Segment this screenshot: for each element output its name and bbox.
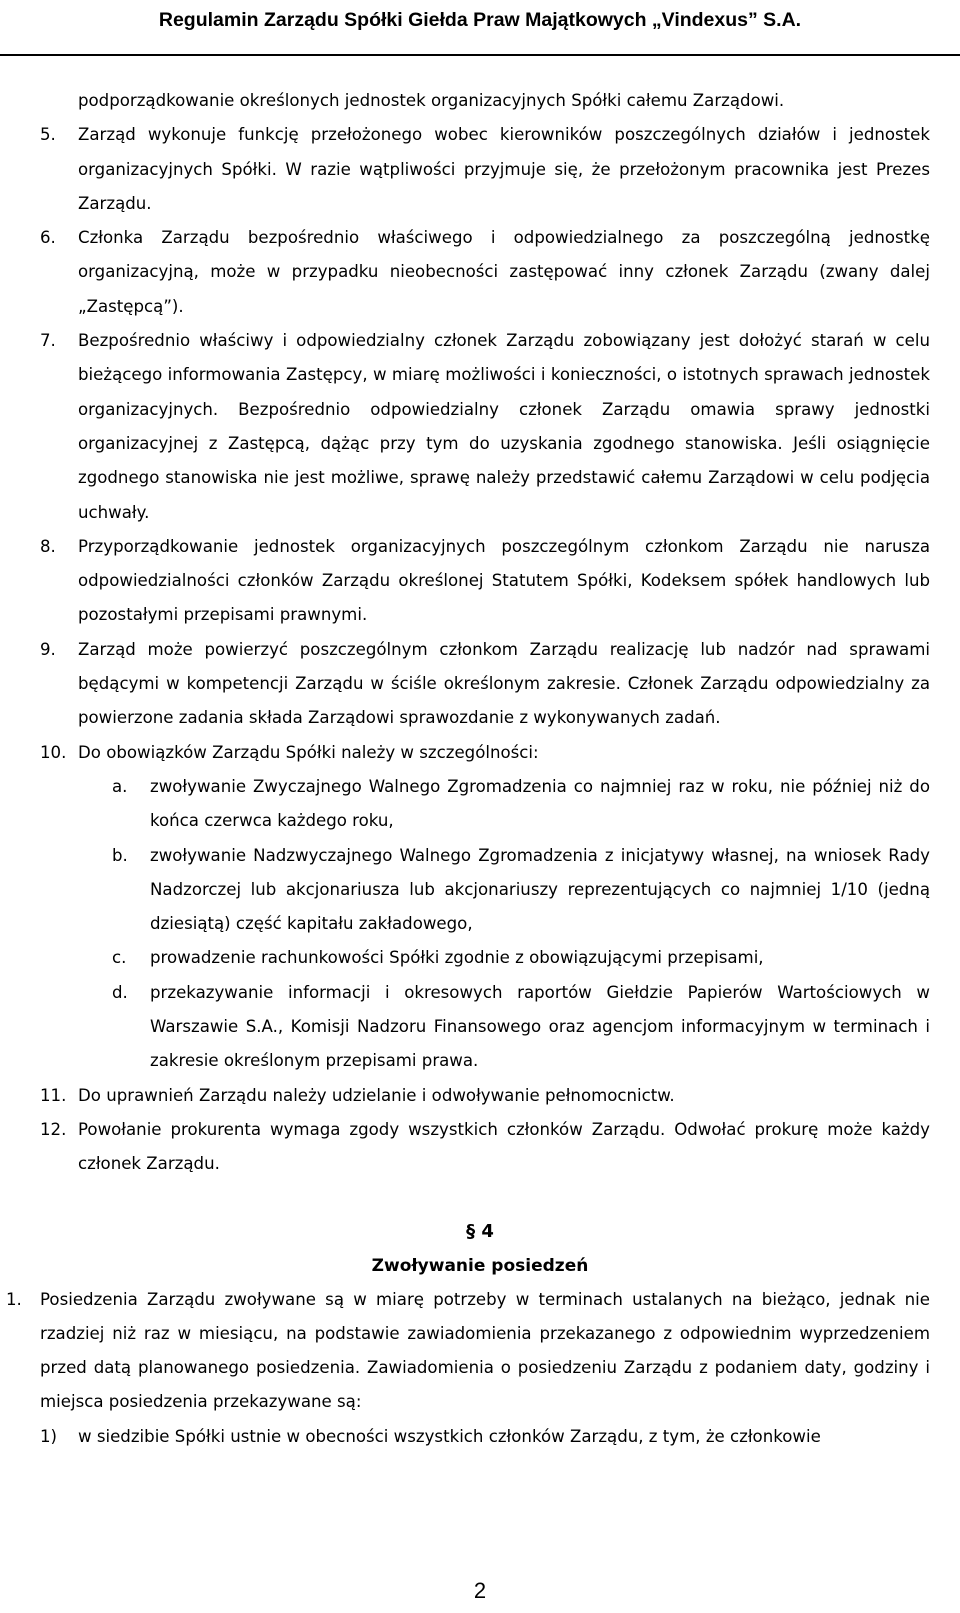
continuation-paragraph: podporządkowanie określonych jednostek organizacyjnych Spółki całemu Zarządowi.	[78, 91, 785, 110]
list-item-11	[40, 1079, 930, 1113]
document-title: Regulamin Zarządu Spółki Giełda Praw Majątkowych „Vindexus” S.A.	[158, 9, 802, 31]
sub-item-a	[112, 770, 930, 839]
item-text: Do uprawnień Zarządu należy udzielanie i odwoływanie pełnomocnictw.	[78, 1085, 675, 1105]
item-number: 10.	[40, 742, 67, 762]
section-title: Zwoływanie posiedzeń	[371, 1255, 589, 1276]
section-item-1	[6, 1283, 930, 1420]
sub-item-letter: c.	[112, 948, 127, 968]
sub-item-text: w siedzibie Spółki ustnie w obecności wszystkich członków Zarządu, z tym, że członkowie	[78, 1426, 821, 1446]
sub-item-letter: b.	[112, 845, 128, 865]
item-text: Członka Zarządu bezpośrednio właściwego i odpowiedzialnego za poszczególną jednostkę organizacyjną, może w przypadku nieobecności zastępować inny członek Zarządu (zwany dalej „Zastępcą”).	[78, 228, 930, 316]
document-body	[0, 84, 960, 1454]
list-item-7	[40, 324, 930, 530]
item-number: 1.	[6, 1289, 22, 1309]
list-item-10	[40, 736, 930, 770]
sub-item-text: prowadzenie rachunkowości Spółki zgodnie z obowiązującymi przepisami,	[150, 948, 764, 968]
item-number: 12.	[40, 1119, 67, 1139]
item-text: Bezpośrednio właściwy i odpowiedzialny członek Zarządu zobowiązany jest dołożyć starań w celu bieżącego informowania Zastępcy, w miarę możliwości i konieczności, o istotnych sprawach jednostek organizacyjnych. Bezpośrednio odpowiedzialny członek Zarządu omawia sprawy jednostki organizacyjnej z Zastępcą, dążąc przy tym do uzyskania zgodnego stanowiska. Jeśli osiągnięcie zgodnego stanowiska nie jest możliwe, sprawę należy przedstawić całemu Zarządowi w celu podjęcia uchwały.	[78, 331, 930, 522]
item-number: 11.	[40, 1085, 67, 1105]
sub-item-b	[112, 839, 930, 942]
item-text: Zarząd może powierzyć poszczególnym członkom Zarządu realizację lub nadzór nad sprawami będącymi w kompetencji Zarządu w ściśle określonym zakresie. Członek Zarządu odpowiedzialny za powierzone zadania składa Zarządowi sprawozdanie z wykonywanych zadań.	[78, 639, 930, 728]
item-number: 5.	[40, 125, 56, 145]
sub-item-text: zwoływanie Zwyczajnego Walnego Zgromadzenia co najmniej raz w roku, nie później niż do końca czerwca każdego roku,	[150, 776, 930, 831]
list-item-6	[40, 221, 930, 324]
sub-item-text: zwoływanie Nadzwyczajnego Walnego Zgromadzenia z inicjatywy własnej, na wniosek Rady Nadzorczej lub akcjonariusza lub akcjonariuszy reprezentujących co najmniej 1/10 (jedną dziesiątą) część kapitału zakładowego,	[150, 845, 930, 934]
item-text: Powołanie prokurenta wymaga zgody wszystkich członków Zarządu. Odwołać prokurę może każdy członek Zarządu.	[78, 1119, 930, 1174]
page-header	[0, 0, 960, 56]
list-item-8	[40, 530, 930, 633]
item-number: 8.	[40, 536, 56, 556]
item-number: 6.	[40, 228, 56, 248]
sub-item-c	[112, 941, 930, 975]
sub-item-letter: a.	[112, 776, 128, 796]
section-sub-item-1	[40, 1420, 930, 1454]
section-symbol: § 4	[466, 1220, 494, 1242]
item-number: 9.	[40, 639, 56, 659]
sub-item-letter: d.	[112, 982, 128, 1002]
item-text: Zarząd wykonuje funkcję przełożonego wobec kierowników poszczególnych działów i jednostek organizacyjnych Spółki. W razie wątpliwości przyjmuje się, że przełożonym pracownika jest Prezes Zarządu.	[78, 125, 930, 213]
item-number: 7.	[40, 331, 56, 351]
sub-item-number: 1)	[40, 1426, 58, 1446]
sub-item-d	[112, 976, 930, 1079]
list-item-12	[40, 1113, 930, 1182]
item-text: Do obowiązków Zarządu Spółki należy w szczególności:	[78, 742, 539, 762]
sub-item-text: przekazywanie informacji i okresowych raportów Giełdzie Papierów Wartościowych w Warszawie S.A., Komisji Nadzoru Finansowego oraz agencjom informacyjnym w terminach i zakresie określonym przepisami prawa.	[150, 982, 930, 1071]
list-item-9	[40, 633, 930, 736]
list-item-5	[40, 118, 930, 221]
item-text: Posiedzenia Zarządu zwoływane są w miarę potrzeby w terminach ustalanych na bieżąco, jednak nie rzadziej niż raz w miesiącu, na podstawie zawiadomienia przekazanego z odpowiednim wyprzedzeniem przed datą planowanego posiedzenia. Zawiadomienia o posiedzeniu Zarządu z podaniem daty, godziny i miejsca posiedzenia przekazywane są:	[40, 1289, 930, 1412]
item-text: Przyporządkowanie jednostek organizacyjnych poszczególnym członkom Zarządu nie narusza odpowiedzialności członków Zarządu określonej Statutem Spółki, Kodeksem spółek handlowych lub pozostałymi przepisami prawnymi.	[78, 536, 930, 625]
page-number: 2	[473, 1578, 487, 1603]
